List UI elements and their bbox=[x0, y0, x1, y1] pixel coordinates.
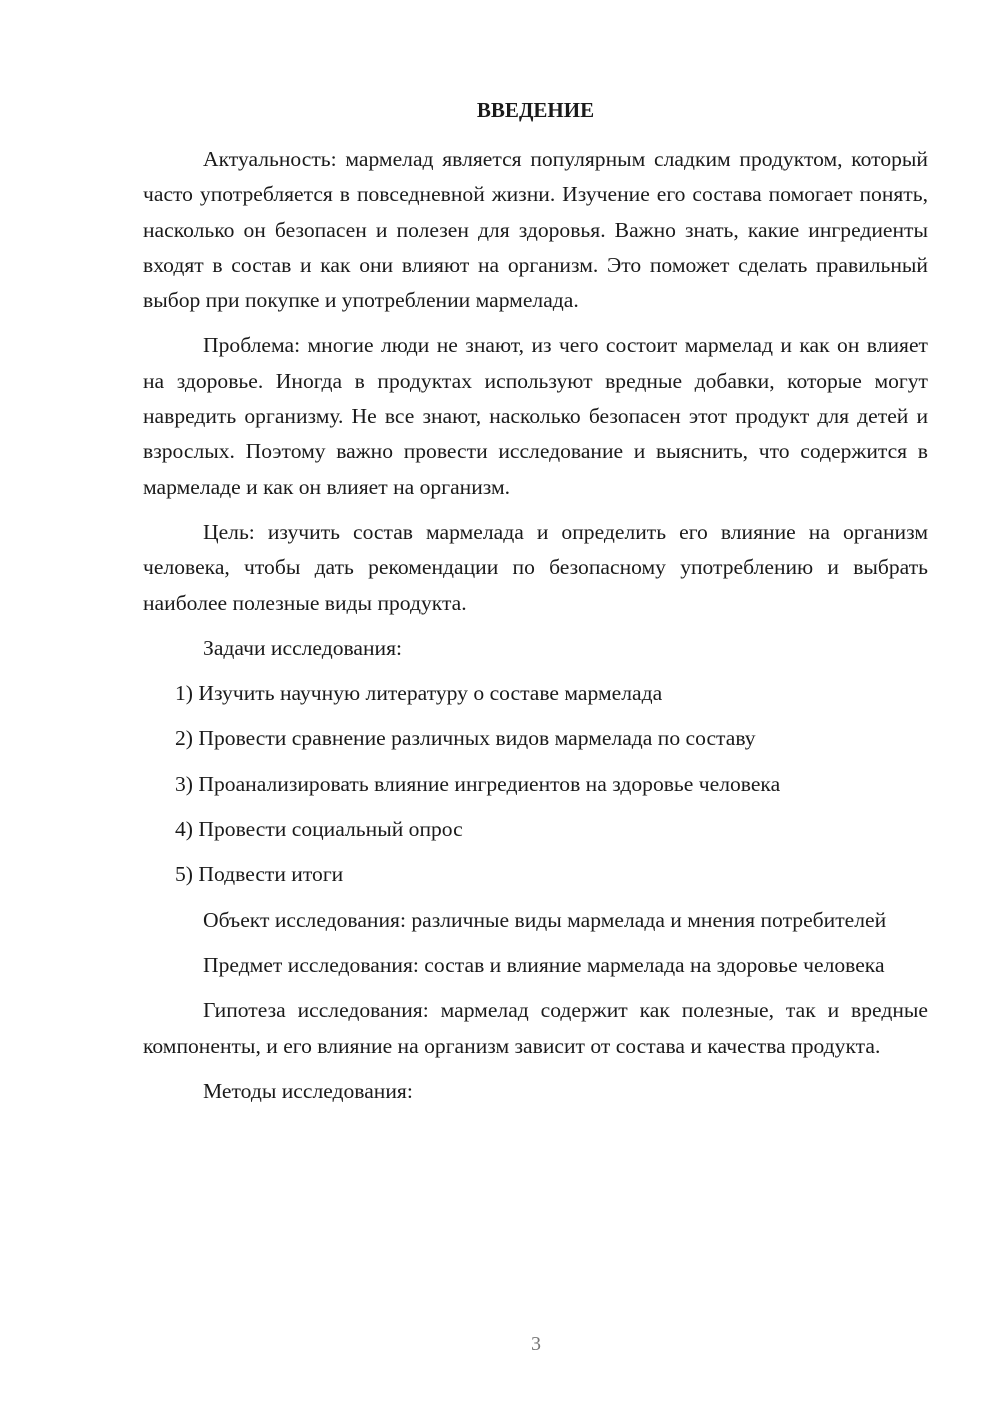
task-item: 1) Изучить научную литературу о составе мармелада bbox=[175, 681, 663, 706]
task-item: 5) Подвести итоги bbox=[175, 862, 344, 887]
relevance-paragraph: Актуальность: мармелад является популярным сладким продуктом, который часто употребляется в повседневной жизни. Изучение его состава помогает понять, насколько он безопасен и полезен для здоровья. Важно знать, какие ингредиенты входят в состав и как они влияют на организм. Это поможет сделать правильный выбор при покупке и употреблении мармелада. bbox=[143, 147, 928, 313]
tasks-heading: Задачи исследования: bbox=[203, 635, 403, 660]
task-item: 2) Провести сравнение различных видов мармелада по составу bbox=[175, 726, 756, 751]
object-paragraph: Объект исследования: различные виды мармелада и мнения потребителей bbox=[203, 907, 887, 932]
methods-heading: Методы исследования: bbox=[203, 1078, 413, 1103]
task-item: 3) Проанализировать влияние ингредиентов на здоровье человека bbox=[175, 771, 781, 796]
hypothesis-paragraph: Гипотеза исследования: мармелад содержит как полезные, так и вредные компоненты, и его влияние на организм зависит от состава и качества продукта. bbox=[143, 998, 928, 1058]
goal-paragraph: Цель: изучить состав мармелада и определить его влияние на организм человека, чтобы дать рекомендации по безопасному употреблению и выбрать наиболее полезные виды продукта. bbox=[143, 519, 928, 615]
subject-paragraph: Предмет исследования: состав и влияние мармелада на здоровье человека bbox=[203, 952, 885, 977]
section-title: ВВЕДЕНИЕ bbox=[476, 98, 595, 122]
problem-paragraph: Проблема: многие люди не знают, из чего состоит мармелад и как он влияет на здоровье. Иногда в продуктах используют вредные добавки, которые могут навредить организму. Не все знают, насколько безопасен этот продукт для детей и взрослых. Поэтому важно провести исследование и выяснить, что содержится в мармеладе и как он влияет на организм. bbox=[143, 333, 928, 499]
document-page bbox=[143, 92, 928, 1119]
page-number: 3 bbox=[531, 1333, 541, 1355]
task-item: 4) Провести социальный опрос bbox=[175, 817, 463, 842]
